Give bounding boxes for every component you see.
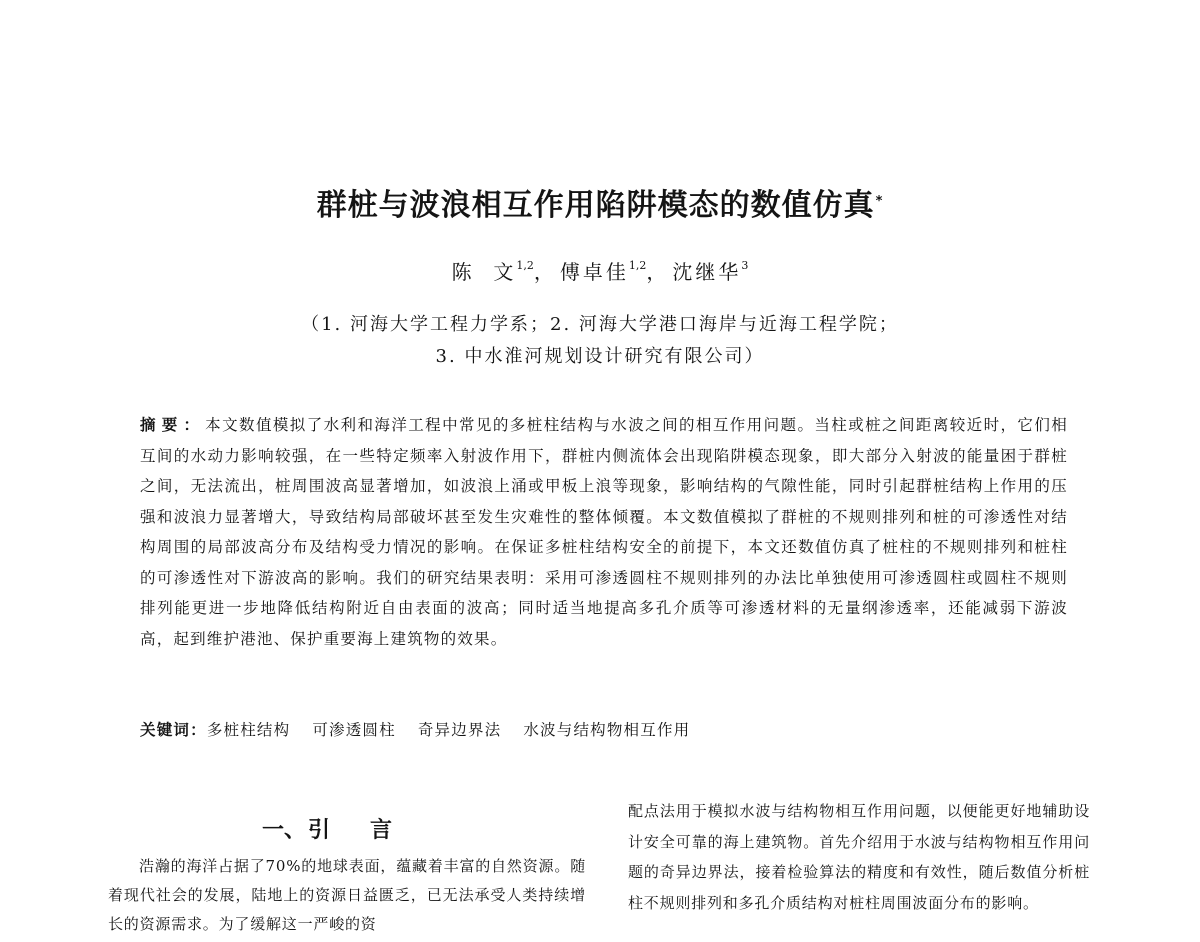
abstract <box>140 410 1068 654</box>
keywords <box>140 715 1068 745</box>
section-heading <box>108 815 586 847</box>
author-name: 傅卓佳 <box>559 259 629 284</box>
author-item <box>452 260 560 284</box>
keyword-item: 水波与结构物相互作用 <box>523 721 691 739</box>
keyword-item: 奇异边界法 <box>417 721 502 739</box>
section-title: 引言 <box>308 818 433 843</box>
paper-title-text: 群桩与波浪相互作用陷阱模态的数值仿真 <box>316 188 875 223</box>
affiliation-line: 3. 中水淮河规划设计研究有限公司） <box>435 346 765 367</box>
section-number: 一、 <box>261 818 306 843</box>
body-text-left-column: 浩瀚的海洋占据了70%的地球表面，蕴藏着丰富的自然资源。随着现代社会的发展，陆地上的资源日益匮乏，已无法承受人类持续增长的资源需求。为了缓解这一严峻的资 <box>108 857 586 933</box>
author-affiliation-mark: 1,2 <box>628 259 647 272</box>
author-separator: ， <box>533 259 560 284</box>
body-text-right-column: 配点法用于模拟水波与结构物相互作用问题，以便能更好地辅助设计安全可靠的海上建筑物。首先介绍用于水波与结构物相互作用问题的奇异边界法，接着检验算法的精度和有效性，随后数值分析桩柱不规则排列和多孔介质结构对桩柱周围波面分布的影响。 <box>628 802 1090 912</box>
keyword-item: 多桩柱结构 <box>206 721 291 739</box>
author-affiliation-mark: 1,2 <box>516 259 534 272</box>
author-name: 沈继华 <box>672 259 742 284</box>
author-list <box>0 254 1200 286</box>
author-separator: ， <box>646 259 673 284</box>
author-affiliation-mark: 3 <box>741 259 749 272</box>
keywords-label: 关键词： <box>140 721 207 739</box>
keyword-item: 可渗透圆柱 <box>312 721 396 739</box>
abstract-text: 本文数值模拟了水利和海洋工程中常见的多桩柱结构与水波之间的相互作用问题。当柱或桩之间距离较近时，它们相互间的水动力影响较强，在一些特定频率入射波作用下，群桩内侧流体会出现陷阱模态现象，即大部分入射波的能量困于群桩之间，无法流出，桩周围波高显著增加，如波浪上涌或甲板上浪等现象，影响结构的气隙性能，同时引起群桩结构上作用的压强和波浪力显著增大，导致结构局部破坏甚至发生灾难性的整体倾覆。本文数值模拟了群桩的不规则排列和桩的可渗透性对结构周围的局部波高分布及结构受力情况的影响。在保证多桩柱结构安全的前提下，本文还数值仿真了桩柱的不规则排列和桩柱的可渗透性对下游波高的影响。我们的研究结果表明：采用可渗透圆柱不规则排列的办法比单独使用可渗透圆柱或圆柱不规则排列能更进一步地降低结构附近自由表面的波高；同时适当地提高多孔介质等可渗透材料的无量纲渗透率，还能减弱下游波高，起到维护港池、保护重要海上建筑物的效果。 <box>140 416 1068 648</box>
abstract-label: 摘要： <box>140 416 206 434</box>
author-item <box>560 260 673 284</box>
paper-title <box>0 186 1200 226</box>
affiliation-line: （1. 河海大学工程力学系；2. 河海大学港口海岸与近海工程学院； <box>301 314 899 335</box>
author-name: 陈 文 <box>451 259 517 284</box>
title-footnote-mark: * <box>875 194 884 209</box>
author-item <box>672 260 748 284</box>
